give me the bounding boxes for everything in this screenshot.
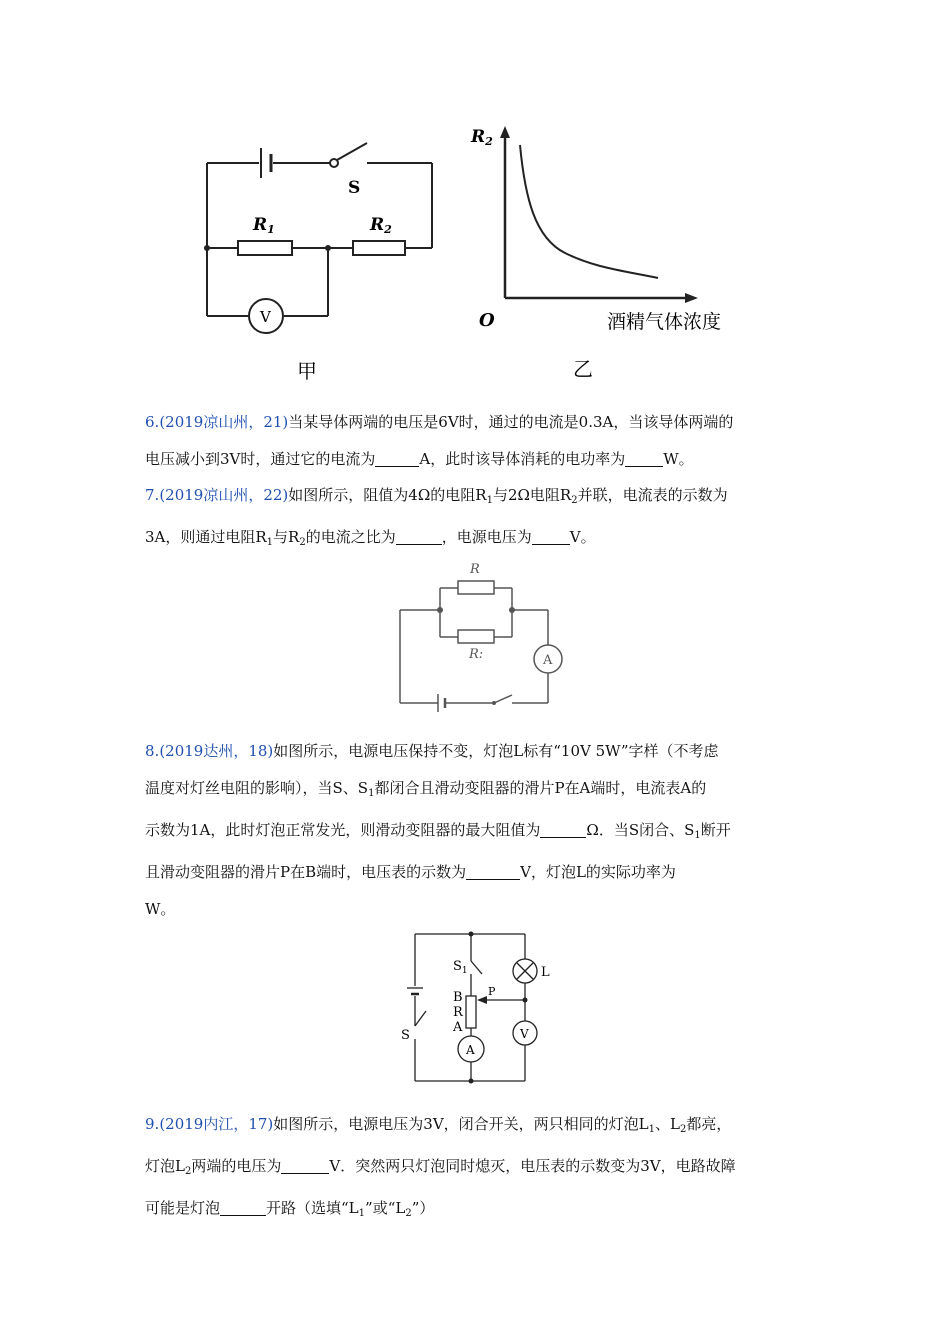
x-axis-arrow — [685, 293, 698, 303]
junction-dot — [523, 998, 528, 1003]
q8-line-5 — [145, 891, 805, 928]
caption-yi: 乙 — [573, 357, 593, 381]
q8-text: W。 — [145, 900, 176, 918]
q9-text: 灯泡L — [145, 1157, 185, 1175]
voltmeter-label: V — [520, 1027, 529, 1041]
q8-number: 8. — [145, 742, 160, 760]
answer-blank[interactable] — [396, 528, 442, 545]
q9-line-3 — [145, 1190, 805, 1232]
q7-source: (2019凉山州，22) — [159, 486, 289, 504]
subscript: 1 — [358, 1208, 366, 1219]
figure-q8-circuit — [395, 926, 550, 1086]
switch-contact — [492, 701, 496, 705]
q8-text: 如图所示，电源电压保持不变，灯泡L标有“10V 5W”字样（不考虑 — [273, 742, 719, 760]
answer-blank[interactable] — [625, 450, 663, 467]
y-axis-arrow — [500, 126, 510, 138]
a-label: A — [453, 1020, 463, 1035]
q8-text: 示数为1A，此时灯泡正常发光，则滑动变阻器的最大阻值为 — [145, 821, 541, 839]
x-axis-label: 酒精气体浓度 — [607, 311, 722, 333]
junction-dot — [437, 607, 443, 613]
figure-yi-graph — [465, 118, 765, 388]
junction-dot — [469, 932, 474, 937]
q7-number: 7. — [145, 486, 160, 504]
switch-label: S — [348, 178, 361, 198]
subscript: 2 — [299, 537, 306, 548]
s1-label: $S_1$ — [453, 959, 468, 976]
q9-text: ”或“L — [365, 1199, 406, 1217]
r2-label: R2 — [370, 215, 392, 236]
subscript: 2 — [405, 1208, 412, 1219]
q7-text: 如图所示，阻值为4Ω的电阻R — [288, 486, 487, 504]
subscript: 2 — [679, 1124, 687, 1135]
q9-text: ”） — [411, 1199, 435, 1217]
answer-blank[interactable] — [466, 863, 520, 880]
q7-text: 与2Ω电阻R — [492, 486, 572, 504]
q8-text: Ω．当S闭合、S — [586, 821, 695, 839]
resistor-r-label: R — [470, 562, 480, 577]
q8-text: 且滑动变阻器的滑片P在B端时，电压表的示数为 — [145, 863, 467, 881]
junction-dot — [204, 245, 210, 251]
q9-number: 9. — [145, 1115, 160, 1133]
subscript: 1 — [486, 495, 493, 506]
q9-text: 可能是灯泡 — [145, 1199, 221, 1217]
subscript: 2 — [571, 495, 578, 506]
q9-source: (2019内江，17) — [159, 1115, 274, 1133]
q7-text: 并联，电流表的示数为 — [577, 486, 728, 504]
q8-text: 断开 — [700, 821, 731, 839]
junction-dot — [325, 245, 331, 251]
lamp-label: L — [541, 965, 550, 980]
origin-label: O — [479, 310, 495, 331]
answer-blank[interactable] — [375, 450, 419, 467]
voltmeter-label: V — [260, 308, 271, 326]
ammeter-label: A — [466, 1043, 475, 1057]
q9-text: 开路（选填“L — [266, 1199, 359, 1217]
q8-line-4 — [145, 854, 805, 891]
question-9 — [145, 1106, 805, 1232]
resistor-r2-label: R: — [469, 647, 484, 662]
q9-line-2 — [145, 1148, 805, 1190]
subscript: 1 — [368, 788, 375, 799]
caption-jia: 甲 — [297, 359, 317, 383]
b-label: B — [453, 990, 463, 1005]
q7-text: V。 — [569, 528, 596, 546]
switch-s-label: S — [401, 1028, 410, 1043]
answer-blank[interactable] — [220, 1199, 266, 1216]
q8-text: 温度对灯丝电阻的影响），当S、S — [145, 779, 369, 797]
answer-blank[interactable] — [281, 1157, 329, 1174]
q6-line-1 — [145, 404, 805, 441]
q7-text: 的电流之比为 — [305, 528, 396, 546]
q6-text: 电压减小到3V时，通过它的电流为 — [145, 450, 376, 468]
answer-blank[interactable] — [532, 528, 570, 545]
q9-text: 两端的电压为 — [191, 1157, 282, 1175]
subscript: 1 — [266, 537, 274, 548]
junction-dot — [469, 1079, 474, 1084]
junction-dot — [509, 607, 515, 613]
p-label: P — [488, 985, 496, 998]
q6-number: 6. — [145, 413, 160, 431]
q8-line-2 — [145, 770, 805, 812]
y-axis-label: R2 — [471, 127, 493, 148]
q7-line-1 — [145, 477, 805, 519]
subscript: 2 — [184, 1166, 192, 1177]
q6-text: 当某导体两端的电压是6V时，通过的电流是0.3A，当该导体两端的 — [288, 413, 734, 431]
ammeter-label: A — [543, 653, 553, 668]
q9-line-1 — [145, 1106, 805, 1148]
q9-text: 如图所示，电源电压为3V，闭合开关，两只相同的灯泡L — [273, 1115, 649, 1133]
r-label: R — [453, 1005, 463, 1020]
r1-label: R1 — [253, 215, 275, 236]
q6-source: (2019凉山州，21) — [159, 413, 289, 431]
q8-text: V，灯泡L的实际功率为 — [520, 863, 676, 881]
q7-text: ，电源电压为 — [441, 528, 532, 546]
q6-text: W。 — [663, 450, 694, 468]
figure-q7-circuit — [390, 553, 570, 718]
subscript: 1 — [694, 830, 701, 841]
q9-text: V．突然两只灯泡同时熄灭，电压表的示数变为3V，电路故障 — [329, 1157, 736, 1175]
figure-jia-circuit — [195, 120, 445, 390]
resistance-curve — [520, 145, 658, 278]
q8-text: 都闭合且滑动变阻器的滑片P在A端时，电流表A的 — [374, 779, 707, 797]
q6-text: A，此时该导体消耗的电功率为 — [419, 450, 626, 468]
q7-text: 3A，则通过电阻R — [145, 528, 267, 546]
subscript: 1 — [648, 1124, 655, 1135]
question-7 — [145, 477, 805, 561]
q9-text: 都亮， — [686, 1115, 732, 1133]
q8-line-1 — [145, 733, 805, 770]
question-6 — [145, 404, 805, 478]
question-8 — [145, 733, 805, 928]
q6-line-2 — [145, 441, 805, 478]
q8-source: (2019达州，18) — [159, 742, 274, 760]
q7-text: 与R — [273, 528, 300, 546]
q9-text: 、L — [655, 1115, 680, 1133]
q8-line-3 — [145, 812, 805, 854]
slider-arrow — [477, 996, 487, 1004]
answer-blank[interactable] — [540, 821, 586, 838]
